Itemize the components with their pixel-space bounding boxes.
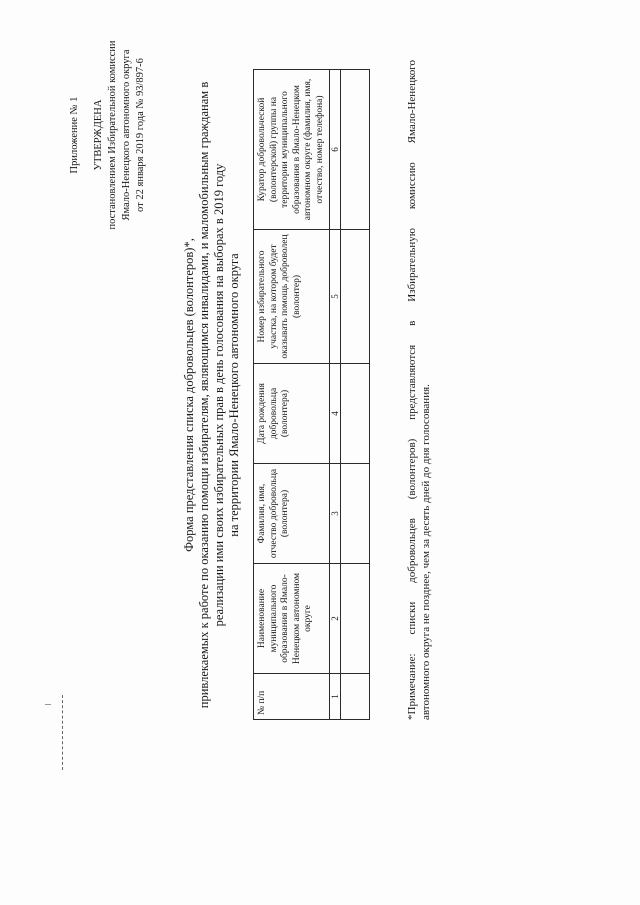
volunteers-table <box>253 69 370 720</box>
title-line-3: реализации ими своих избирательных прав в день голосования на выборах в 2019 году <box>212 163 226 627</box>
header-polling-station: Номер избирательного участка, на котором будет оказывать помощь доброволец (волонтер) <box>254 230 330 364</box>
header-full-name: Фамилия, имя, отчество добровольца (волонтера) <box>254 464 330 564</box>
approval-line-1: постановлением Избирательной комиссии <box>107 40 118 230</box>
column-number-6: 6 <box>330 70 341 230</box>
header-birth-date: Дата рождения добровольца (волонтера) <box>254 364 330 464</box>
table-cell <box>341 230 370 364</box>
appendix-number: Приложение № 1 <box>69 96 80 174</box>
table-cell <box>341 564 370 674</box>
header-municipality: Наименование муниципального образования в Ямало-Ненецком автономном округе <box>254 564 330 674</box>
table-cell <box>341 674 370 720</box>
approved-label: УТВЕРЖДЕНА <box>93 99 104 171</box>
scan-artifact-tick <box>45 704 51 705</box>
column-number-3: 3 <box>330 464 341 564</box>
title-line-1: Форма представления списка добровольцев (волонтеров)*, <box>182 238 196 552</box>
footnote <box>405 60 433 720</box>
table-number-row <box>330 70 341 720</box>
column-number-4: 4 <box>330 364 341 464</box>
table-cell <box>341 70 370 230</box>
table-cell <box>341 464 370 564</box>
table-header-row <box>254 70 330 720</box>
column-number-1: 1 <box>330 674 341 720</box>
form-title <box>182 35 242 755</box>
footnote-line-1: *Примечание: списки добровольцев (волонтеров) представляются в Избирательную комиссию Ямало-Ненецкого <box>406 60 418 720</box>
scan-artifact-dash <box>62 695 63 770</box>
approval-line-3: от 22 января 2019 года № 93/897-6 <box>135 58 146 212</box>
footnote-line-2: автономного округа не позднее, чем за десять дней до дня голосования. <box>420 384 432 720</box>
approval-line-2: Ямало-Ненецкого автономного округа <box>121 49 132 221</box>
header-number: № п/п <box>254 674 330 720</box>
column-number-5: 5 <box>330 230 341 364</box>
title-line-4: на территории Ямало-Ненецкого автономного округа <box>227 253 241 537</box>
column-number-2: 2 <box>330 564 341 674</box>
approval-block <box>68 15 148 255</box>
table-row <box>341 70 370 720</box>
header-curator: Куратор добровольческой (волонтерской) группы на территории муниципального образования в Ямало-Ненецком автономном округе (фамилия, имя, отчество, номер телефона) <box>254 70 330 230</box>
title-line-2: привлекаемых к работе по оказанию помощи избирателям, являющимся инвалидами, и маломобильным гражданам в <box>197 81 211 709</box>
table-cell <box>341 364 370 464</box>
